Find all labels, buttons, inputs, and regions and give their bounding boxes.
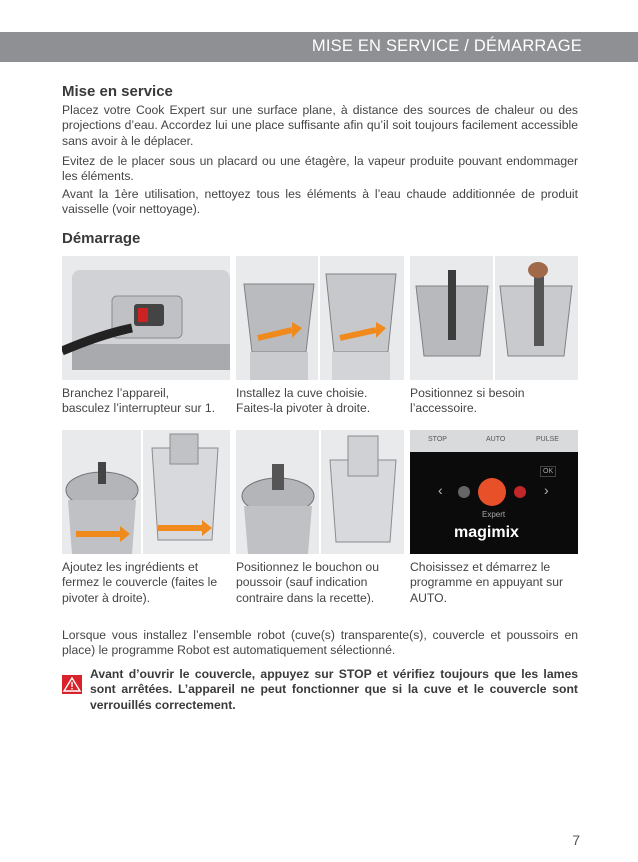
section-title-mise-en-service: Mise en service [62,83,173,100]
step-1-caption [62,386,230,417]
gear-icon [458,486,470,498]
chevron-left-icon: ‹ [438,482,443,498]
step-6-caption-line-3: AUTO. [410,590,448,605]
step-3-caption [410,386,578,417]
step-3-caption-line-2: l’accessoire. [410,401,478,416]
heat-icon [514,486,526,498]
step-5-caption-line-2: poussoir (sauf indication [236,575,368,590]
step-1-image [62,256,230,380]
step-5-image [236,430,404,554]
brand-logo: magimix [454,524,519,541]
step-5-caption-line-1: Positionnez le bouchon ou [236,560,379,574]
control-panel-top-bar [410,430,578,452]
paragraph-placard: Evitez de le placer sous un placard ou une étagère, la vapeur produite pouvant endommager les éléments. [62,154,578,184]
page-number: 7 [572,832,580,848]
step-4-caption [62,560,230,606]
paragraph-nettoyage: Avant la 1ère utilisation, nettoyez tous les éléments à l’eau chaude additionnée de produit vaisselle (voir nettoyage). [62,187,578,217]
step-6-control-panel [410,430,578,554]
stop-button: STOP [428,436,447,443]
step-4-caption-line-2: fermez le couvercle (faites le [62,575,218,590]
step-3-image [410,256,578,380]
chevron-right-icon: › [544,482,549,498]
step-2-caption-line-1: Installez la cuve choisie. [236,386,368,400]
header-bar [0,32,638,62]
control-panel-screen [410,452,578,554]
step-3-caption-line-1: Positionnez si besoin [410,386,525,400]
step-6-caption-line-2: programme en appuyant sur [410,575,564,590]
step-5-caption [236,560,404,606]
paragraph-placement: Placez votre Cook Expert sur une surface plane, à distance des sources de chaleur ou des projections d’eau. Accordez lui une place suffisante afin qu’il soit toujours facilement accessible sans avoir à le déplacer. [62,103,578,148]
program-label: Expert [482,510,506,519]
ok-button: OK [540,466,556,477]
step-2-caption-line-2: Faites-la pivoter à droite. [236,401,371,416]
auto-button: AUTO [486,436,506,443]
step-2-image [236,256,404,380]
step-4-image [62,430,230,554]
section-title-demarrage: Démarrage [62,230,141,247]
step-6-caption-line-1: Choisissez et démarrez le [410,560,551,574]
step-1-caption-line-1: Branchez l’appareil, [62,386,170,400]
step-4-caption-line-3: pivoter à droite). [62,590,151,605]
warning-triangle-icon [62,675,82,694]
step-4-caption-line-1: Ajoutez les ingrédients et [62,560,199,574]
chef-hat-icon [478,478,506,506]
step-1-caption-line-2: basculez l’interrupteur sur 1. [62,401,216,416]
step-6-caption [410,560,578,606]
robot-note: Lorsque vous installez l’ensemble robot (cuve(s) transparente(s), couvercle et poussoirs en place) le programme Robot est automatiquement sélectionné. [62,628,578,658]
warning-text: Avant d’ouvrir le couvercle, appuyez sur STOP et vérifiez toujours que les lames sont arrêtées. L’appareil ne peut fonctionner que si la cuve et le couvercle sont verrouillés correctement. [90,667,578,712]
pulse-button: PULSE [536,436,559,443]
page-title: MISE EN SERVICE / DÉMARRAGE [311,37,582,55]
step-5-caption-line-3: contraire dans la recette). [236,590,375,605]
step-2-caption [236,386,404,417]
